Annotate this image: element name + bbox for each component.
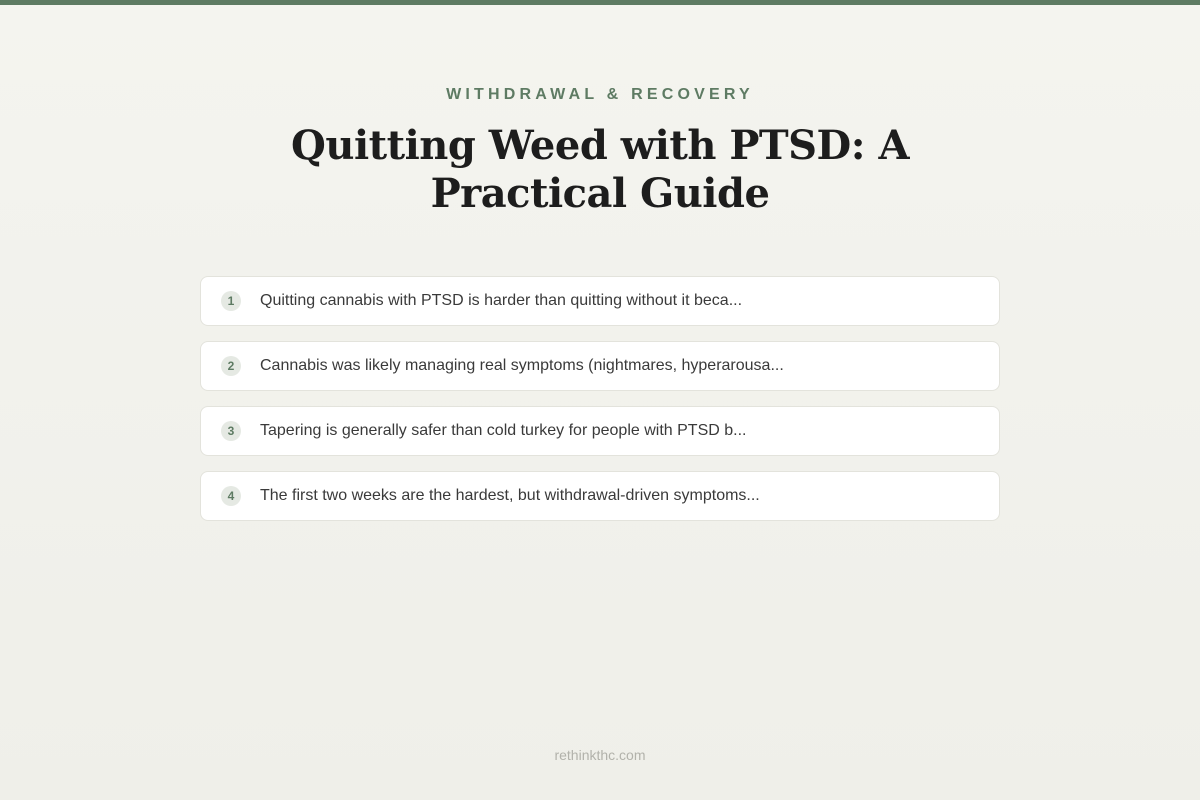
key-point-card [200, 471, 1000, 521]
point-number-badge: 1 [221, 291, 241, 311]
point-text: The first two weeks are the hardest, but withdrawal-driven symptoms... [260, 487, 760, 504]
key-point-card [200, 406, 1000, 456]
site-footer-domain: rethinkthc.com [554, 747, 646, 763]
key-point-card [200, 276, 1000, 326]
key-point-card [200, 341, 1000, 391]
point-number-badge: 2 [221, 356, 241, 376]
point-text: Tapering is generally safer than cold turkey for people with PTSD b... [260, 422, 747, 439]
page-title: Quitting Weed with PTSD: A Practical Guide [291, 122, 909, 217]
category-label: WITHDRAWAL & RECOVERY [446, 86, 754, 103]
key-points-list [200, 276, 1000, 536]
point-text: Cannabis was likely managing real symptoms (nightmares, hyperarousa... [260, 357, 784, 374]
point-text: Quitting cannabis with PTSD is harder than quitting without it beca... [260, 292, 743, 309]
top-accent-bar [0, 0, 1200, 5]
point-number-badge: 4 [221, 486, 241, 506]
point-number-badge: 3 [221, 421, 241, 441]
